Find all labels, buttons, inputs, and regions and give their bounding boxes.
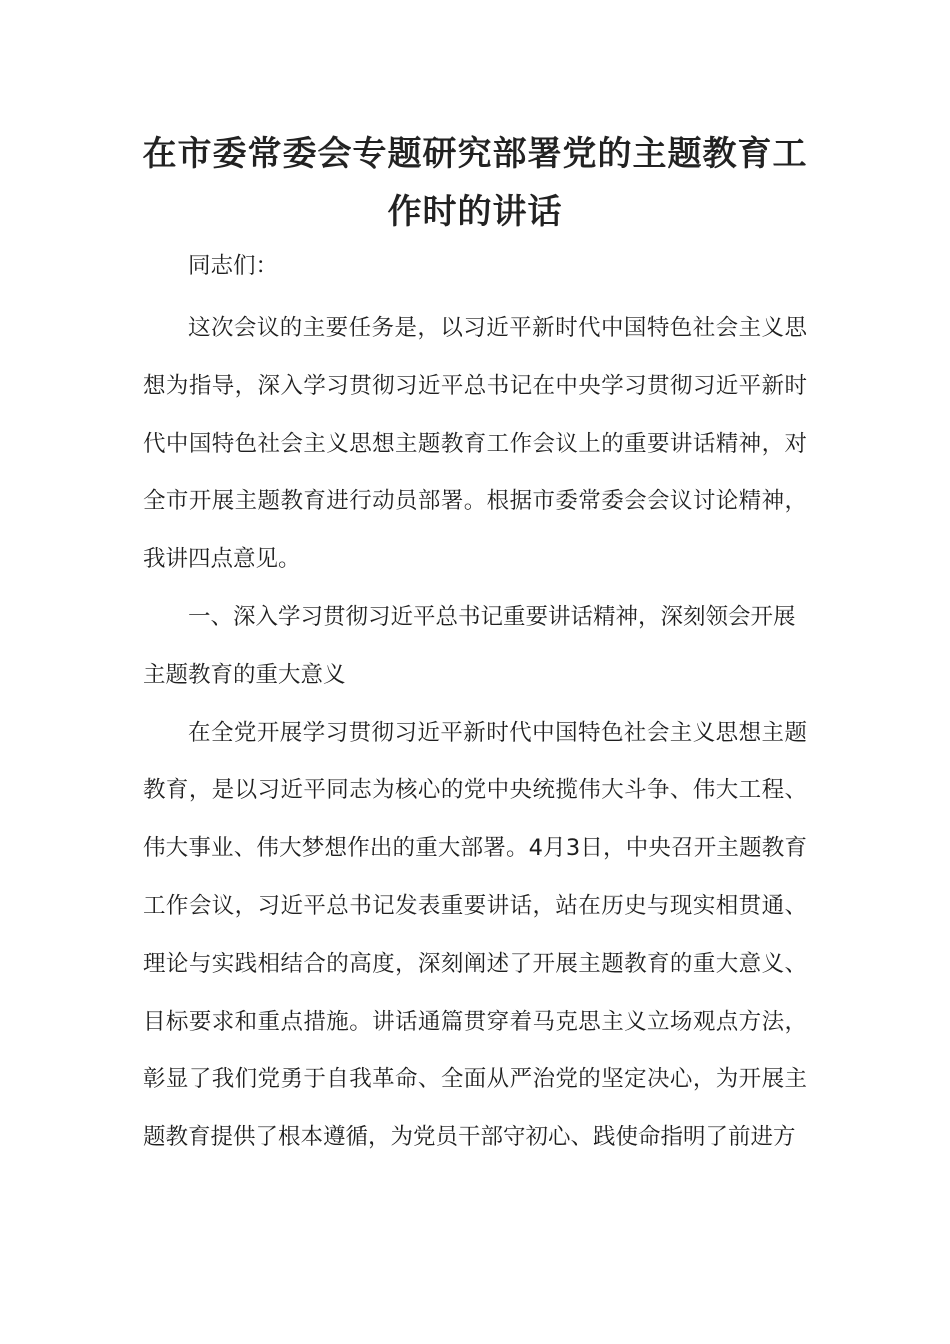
salutation: 同志们： xyxy=(188,253,279,279)
intro-paragraph: 这次会议的主要任务是，以习近平新时代中国特色社会主义思想为指导，深入学习贯彻习近平总书记在中央学习贯彻习近平新时代中国特色社会主义思想主题教育工作会议上的重要讲话精神，对全市开展主题教育进行动员部署。根据市委常委会会议讨论精神，我讲四点意见。 xyxy=(143,315,807,573)
document-title: 在市委常委会专题研究部署党的主题教育工作时的讲话 xyxy=(142,134,808,232)
section-paragraph: 在全党开展学习贯彻习近平新时代中国特色社会主义思想主题教育，是以习近平同志为核心的党中央统揽伟大斗争、伟大工程、伟大事业、伟大梦想作出的重大部署。4月3日，中央召开主题教育工作会议，习近平总书记发表重要讲话，站在历史与现实相贯通、理论与实践相结合的高度，深刻阐述了开展主题教育的重大意义、目标要求和重点措施。讲话通篇贯穿着马克思主义立场观点方法，彰显了我们党勇于自我革命、全面从严治党的坚定决心，为开展主题教育提供了根本遵循，为党员干部守初心、践使命指明了前进方 xyxy=(143,719,807,1151)
document-body xyxy=(143,238,807,1167)
section-heading: 一、深入学习贯彻习近平总书记重要讲话精神，深刻领会开展主题教育的重大意义 xyxy=(143,603,796,688)
